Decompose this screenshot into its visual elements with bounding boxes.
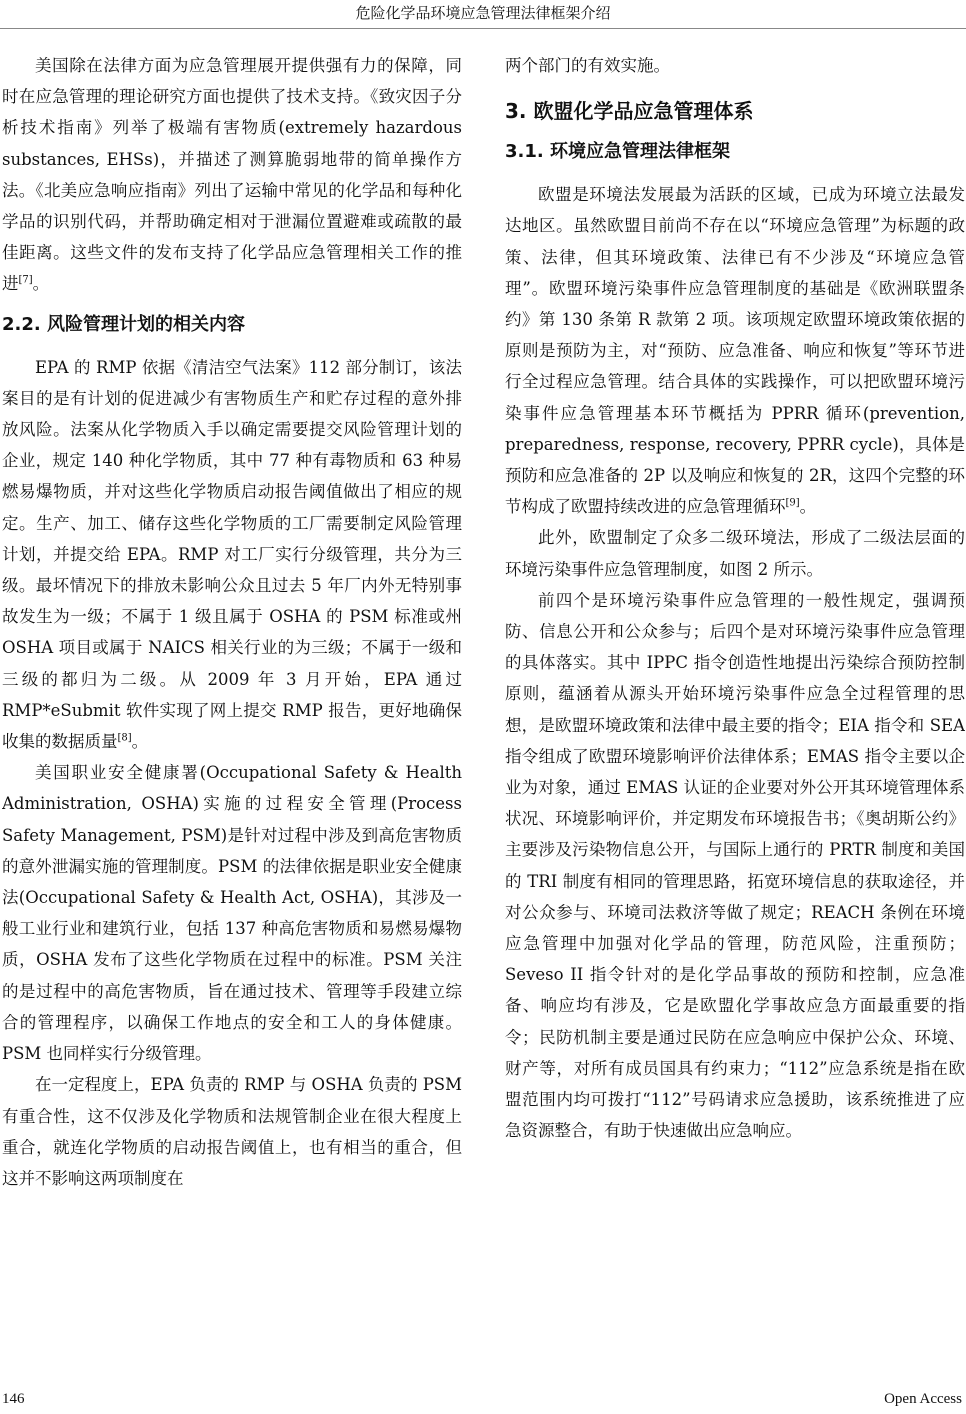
- page-footer: [0, 1384, 966, 1410]
- paragraph: [2, 50, 462, 300]
- paragraph: 美国职业安全健康署(Occupational Safety & Health Administration, OSHA)实施的过程安全管理(Process Safety Management, PSM)是针对过程中涉及到高危害物质的意外泄漏实施的管理制度。PSM 的法律依据是职业安全健康法(Occupational Safety & Health Act, OSHA)，其涉及一般工业行业和建筑行业，包括 137 种高危害物质和易燃易爆物质，OSHA 发布了这些化学物质在过程中的标准。PSM 关注的是过程中的高危害物质，旨在通过技术、管理等手段建立综合的管理程序，以确保工作地点的安全和工人的身体健康。PSM 也同样实行分级管理。: [2, 763, 462, 1064]
- paragraph-text: 。: [131, 732, 149, 752]
- paragraph: 前四个是环境污染事件应急管理的一般性规定，强调预防、信息公开和公众参与；后四个是对环境污染事件应急管理的具体落实。其中 IPPC 指令创造性地提出污染综合预防控制原则，蕴涵着从源头开始环境污染事件应急全过程管理的思想，是欧盟环境政策和法律中最主要的指令；EIA 指令和 SEA 指令组成了欧盟环境影响评价法律体系；EMAS 指令主要以企业为对象，通过 EMAS 认证的企业要对外公开其环境管理体系状况、环境影响评价，并定期发布环境报告书；《奥胡斯公约》主要涉及污染物信息公开，与国际上通行的 PRTR 制度和美国的 TRI 制度有相同的管理思路，拓宽环境信息的获取途径，并对公众参与、环境司法救济等做了规定；REACH 条例在环境应急管理中加强对化学品的管理，防范风险，注重预防；Seveso II 指令针对的是化学品事故的预防和控制，应急准备、响应均有涉及，它是欧盟化学事故应急方面最重要的指令；民防机制主要是通过民防在应急响应中保护公众、环境、财产等，对所有成员国具有约束力；“112”应急系统是指在欧盟范围内均可拨打“112”号码请求应急援助，该系统推进了应急资源整合，有助于快速做出应急响应。: [505, 590, 965, 1141]
- left-column: [2, 50, 462, 1370]
- subsection-heading: 3.1. 环境应急管理法律框架: [505, 141, 730, 163]
- page-number: 146: [2, 1391, 25, 1407]
- paragraph: 两个部门的有效实施。: [505, 56, 670, 75]
- section-heading: 2.2. 风险管理计划的相关内容: [2, 313, 245, 335]
- citation: [9]: [785, 497, 800, 509]
- paragraph: [505, 179, 965, 522]
- paragraph-text: 美国除在法律方面为应急管理展开提供强有力的保障，同时在应急管理的理论研究方面也提供了技术支持。《致灾因子分析技术指南》列举了极端有害物质(extremely hazardous substances, EHSs)，并描述了测算脆弱地带的简单操作方法。《北美应急响应指南》列出了运输中常见的化学品和每种化学品的识别代码，并帮助确定相对于泄漏位置避难或疏散的最佳距离。这些文件的发布支持了化学品应急管理相关工作的推进: [2, 56, 462, 294]
- running-header: 危险化学品环境应急管理法律框架介绍: [0, 0, 966, 29]
- paragraph-text: 。: [32, 274, 50, 294]
- paragraph: 此外，欧盟制定了众多二级环境法，形成了二级法层面的环境污染事件应急管理制度，如图 2 所示。: [505, 528, 965, 579]
- citation: [7]: [18, 274, 33, 286]
- paragraph: [2, 352, 462, 758]
- section-heading: 3. 欧盟化学品应急管理体系: [505, 99, 754, 124]
- right-column: [505, 50, 965, 1370]
- paragraph-text: EPA 的 RMP 依据《清洁空气法案》112 部分制订，该法案目的是有计划的促进减少有害物质生产和贮存过程的意外排放风险。法案从化学物质入手以确定需要提交风险管理计划的企业，规定 140 种化学物质，其中 77 种有毒物质和 63 种易燃易爆物质，并对这些化学物质启动报告阈值做出了相应的规定。生产、加工、储存这些化学物质的工厂需要制定风险管理计划，并提交给 EPA。RMP 对工厂实行分级管理，共分为三级。最坏情况下的排放未影响公众且过去 5 年厂内外无特别事故发生为一级；不属于 1 级且属于 OSHA 的 PSM 标准或州 OSHA 项目或属于 NAICS 相关行业的为三级；不属于一级和三级的都归为二级。从 2009 年 3 月开始，EPA 通过 RMP*eSubmit 软件实现了网上提交 RMP 报告，更好地确保收集的数据质量: [2, 357, 462, 752]
- paragraph-text: 欧盟是环境法发展最为活跃的区域，已成为环境立法最发达地区。虽然欧盟目前尚不存在以“环境应急管理”为标题的政策、法律，但其环境政策、法律已有不少涉及“环境应急管理”。欧盟环境污染事件应急管理制度的基础是《欧洲联盟条约》第 130 条第 R 款第 2 项。该项规定欧盟环境政策依据的原则是预防为主，对“预防、应急准备、响应和恢复”等环节进行全过程应急管理。结合具体的实践操作，可以把欧盟环境污染事件应急管理基本环节概括为 PPRR 循环(prevention, preparedness, response, recovery, PPRR cycle)，具体是预防和应急准备的 2P 以及响应和恢复的 2R，这四个完整的环节构成了欧盟持续改进的应急管理循环: [505, 185, 965, 517]
- citation: [8]: [117, 732, 132, 744]
- journal-name: Open Access: [884, 1391, 962, 1407]
- paragraph: 在一定程度上，EPA 负责的 RMP 与 OSHA 负责的 PSM 有重合性，这不仅涉及化学物质和法规管制企业在很大程度上重合，就连化学物质的启动报告阈值上，也有相当的重合，但这并不影响这两项制度在: [2, 1075, 462, 1188]
- paragraph-text: 。: [799, 497, 817, 517]
